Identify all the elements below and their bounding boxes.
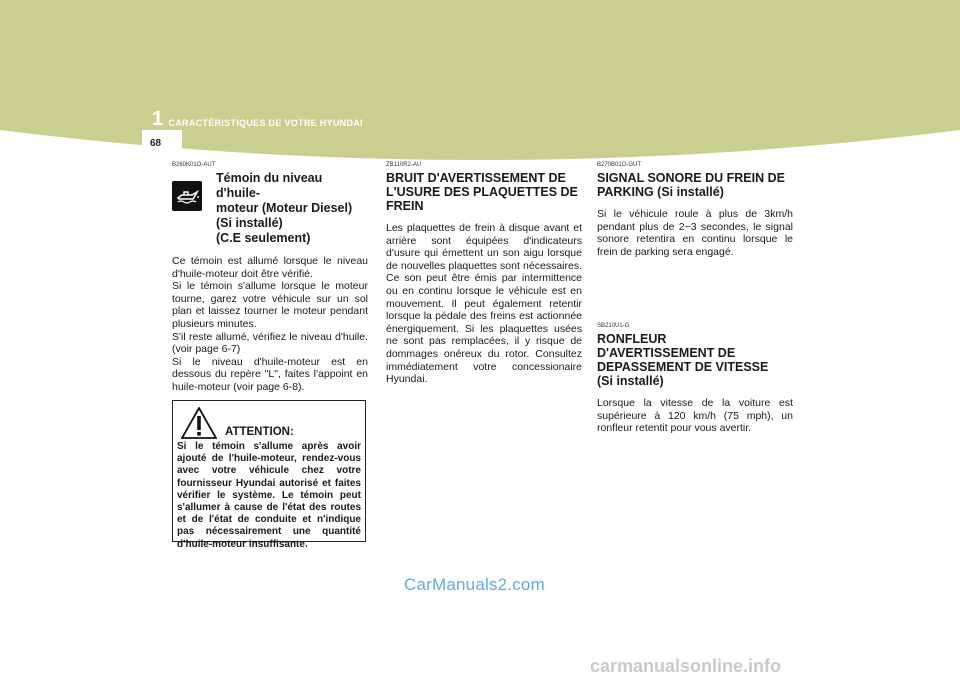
warning-box [172,400,366,550]
chapter-title: CARACTÉRISTIQUES DE VOTRE HYUNDAI [168,118,363,128]
warning-text: Si le témoin s'allume après avoir ajouté de l'huile-moteur, rendez-vous avec votre véhicule chez votre fournisseur Hyundai autorisé et faites vérifier le système. Le témoin peut s'allumer à cause de l'état des routes et de l'état de conduite et n'indique pas nécessairement une quantité d'huile-moteur insuffisante. [177,441,361,550]
oil-level-section [172,162,368,394]
brake-pad-title: BRUIT D'AVERTISSEMENT DE L'USURE DES PLAQUETTES DE FREIN [386,171,578,213]
section-code: B260K01O-AUT [172,162,216,168]
parking-brake-title: SIGNAL SONORE DU FREIN DE PARKING (Si installé) [597,171,785,199]
warning-title: ATTENTION: [225,426,294,438]
brake-pad-body: Les plaquettes de frein à disque avant et arrière sont équipées d'indicateurs d'usure qui émettent un son aigu lorsque de nouvelles plaquettes sont nécessaires. Ce son peut être émis par intermittence ou en continu lorsque le véhicule est en mouvement. Il peut également retentir lorsque la pédale des freins est actionnée énergiquement. Si les plaquettes usées ne sont pas remplacées, il y risque de dommages onéreux du rotor. Consultez immédiatement votre concessionaire Hyundai. [386,222,582,386]
speed-warning-body: Lorsque la vitesse de la voiture est supérieure à 120 km/h (75 mph), un ronfleur retentit pour vous avertir. [597,397,793,435]
chapter-number: 1 [152,108,164,130]
oil-level-title [216,171,368,246]
header-band [0,0,960,130]
oil-can-icon [172,181,202,211]
oil-level-body: Ce témoin est allumé lorsque le niveau d'huile-moteur doit être vérifié. Si le témoin s'allume lorsque le moteur tourne, garez votre véhicule sur un sol plan et laissez tourner le moteur pendant plusieurs minutes. S'il reste allumé, vérifiez le niveau d'huile. (voir page 6-7) Si le niveau d'huile-moteur est en dessous du repère "L", faites l'appoint en huile-moteur (voir page 6-8). [172,255,368,393]
watermark-top[interactable]: CarManuals2.com [404,575,545,594]
title-line: (Si installé) [216,216,283,230]
section-code: SB210U1-G [597,323,630,329]
parking-brake-body: Si le véhicule roule à plus de 3km/h pendant plus de 2~3 secondes, le signal sonore retentira en continu lorsque le frein de parking sera engagé. [597,208,793,258]
title-line: RONFLEUR [597,332,667,346]
title-line: DEPASSEMENT DE VITESSE [597,360,769,374]
section-code: B270B01O-GUT [597,162,642,168]
speed-warning-section [597,323,793,435]
chapter-heading [152,110,363,128]
watermark-bottom[interactable]: carmanualsonline.info [590,656,782,676]
brake-pad-section [386,162,582,386]
title-line: D'AVERTISSEMENT DE [597,346,736,360]
title-line: moteur (Moteur Diesel) [216,201,353,215]
title-line: (C.E seulement) [216,231,311,245]
warning-triangle-icon [181,407,217,439]
parking-brake-section [597,162,793,258]
section-code: ZB110R2-AU [386,162,422,168]
title-line: Témoin du niveau d'huile- [216,171,323,200]
page-number: 68 [150,138,162,149]
speed-warning-title [597,332,793,388]
page-number-tab [142,130,182,156]
title-line: (Si installé) [597,374,664,388]
